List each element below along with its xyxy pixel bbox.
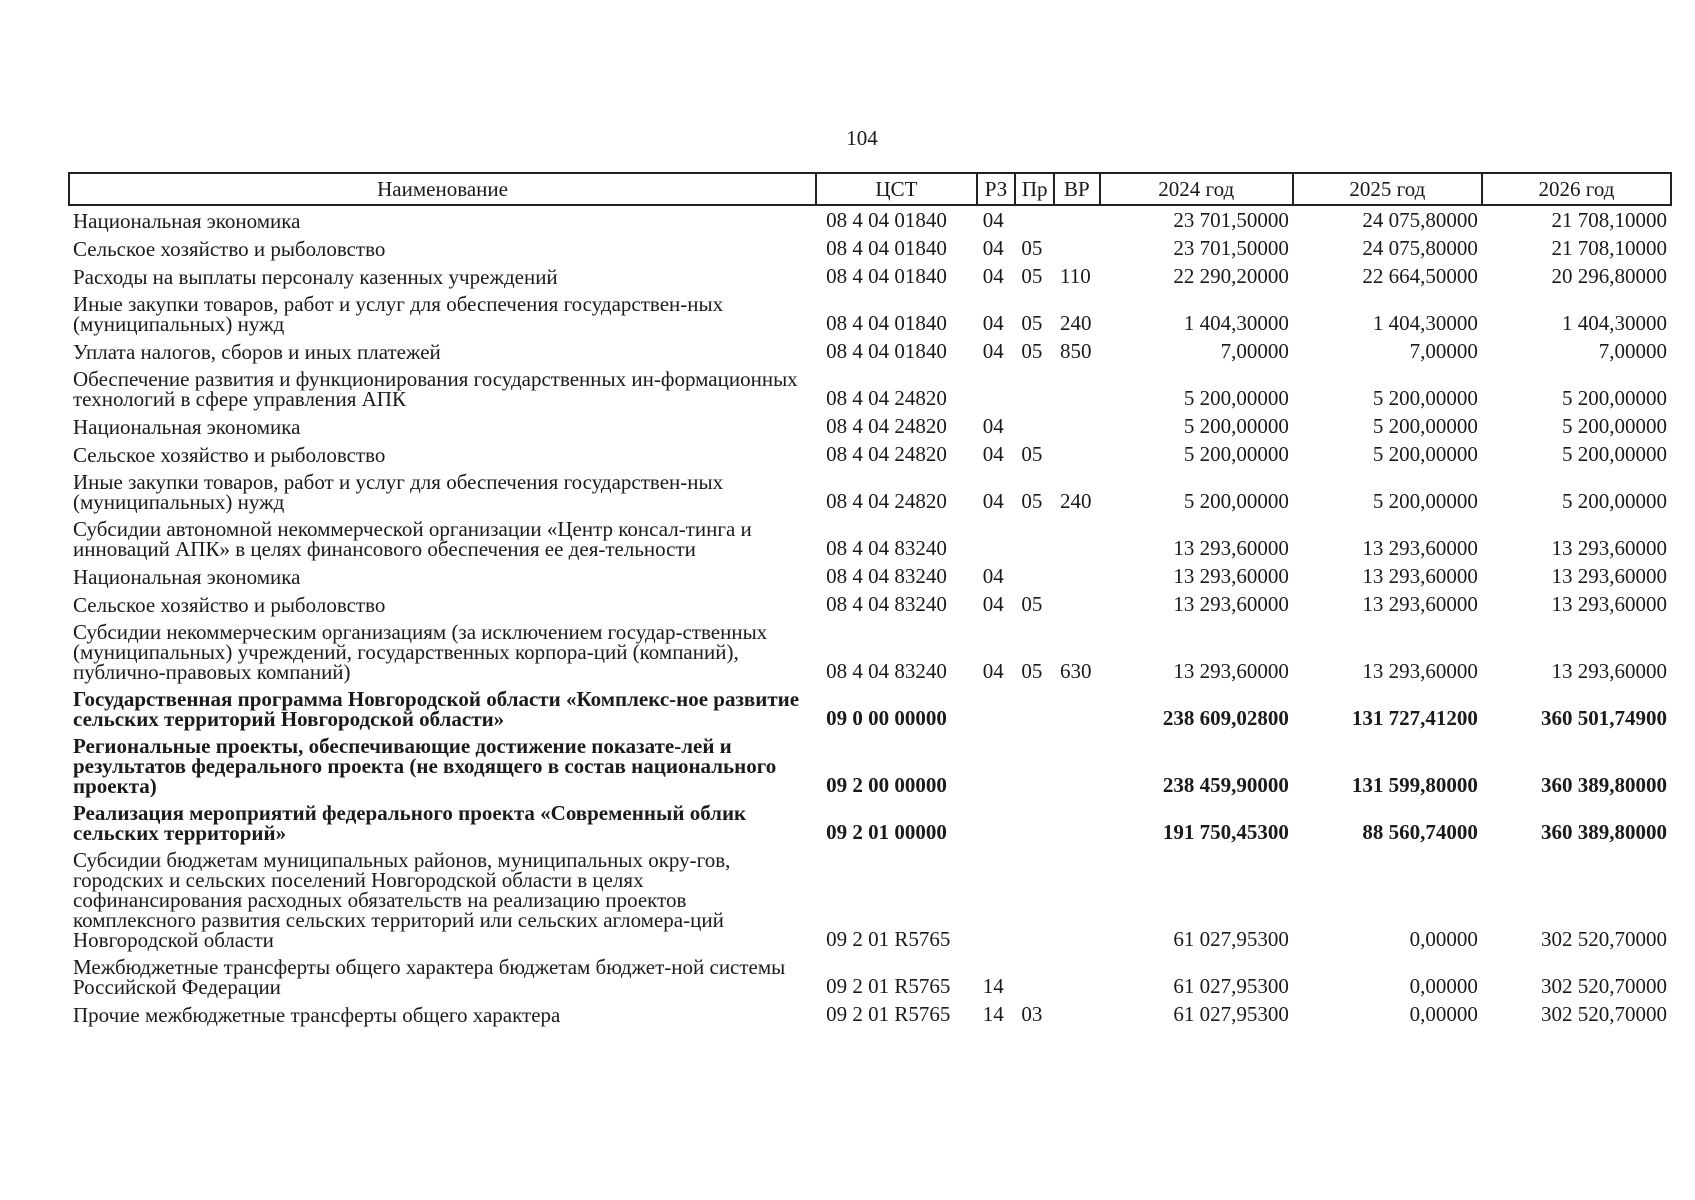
row-rz: 04	[982, 592, 1004, 616]
row-value-2026: 13 293,60000	[1551, 536, 1667, 560]
row-pr: 05	[1021, 592, 1043, 616]
row-value-2024: 191 750,45300	[1162, 820, 1289, 844]
row-name: Субсидии бюджетам муниципальных районов, муниципальных окру-гов, городских и сельских поселений Новгородской области в целях софинансирования расходных обязательств на реализацию проектов комплексного развития сельских территорий или сельских агломера-ций Новгородской области	[73, 848, 731, 952]
row-pr	[1015, 365, 1054, 412]
row-vr	[1054, 205, 1100, 234]
row-vr	[1054, 365, 1100, 412]
row-value-2024: 13 293,60000	[1173, 564, 1289, 588]
row-rz: 04	[982, 311, 1004, 335]
header-vr: ВР	[1054, 173, 1100, 205]
row-value-2025: 24 075,80000	[1362, 208, 1478, 232]
table-row	[69, 440, 1671, 468]
row-value-2025: 24 075,80000	[1362, 236, 1478, 260]
row-cst: 08 4 04 83240	[826, 564, 947, 588]
row-value-2025: 5 200,00000	[1372, 489, 1478, 513]
row-vr	[1054, 590, 1100, 618]
table-row	[69, 290, 1671, 337]
row-name: Сельское хозяйство и рыболовство	[73, 443, 386, 467]
row-rz	[977, 685, 1016, 732]
row-name: Региональные проекты, обеспечивающие достижение показате-лей и результатов федерального проекта (не входящего в состав национального проекта)	[73, 734, 777, 798]
row-value-2026: 360 389,80000	[1541, 820, 1667, 844]
row-cst: 09 0 00 00000	[826, 706, 947, 730]
row-pr	[1015, 685, 1054, 732]
row-value-2025: 13 293,60000	[1362, 592, 1478, 616]
row-rz: 04	[982, 339, 1004, 363]
row-value-2025: 131 599,80000	[1351, 773, 1478, 797]
row-value-2024: 5 200,00000	[1183, 442, 1289, 466]
row-value-2025: 13 293,60000	[1362, 536, 1478, 560]
row-rz: 04	[982, 442, 1004, 466]
row-name: Субсидии автономной некоммерческой организации «Центр консал-тинга и инноваций АПК» в целях финансового обеспечения ее дея-тельности	[73, 517, 752, 561]
row-rz: 04	[982, 489, 1004, 513]
row-cst: 08 4 04 83240	[826, 592, 947, 616]
row-cst: 08 4 04 01840	[826, 208, 947, 232]
header-cst: ЦСТ	[816, 173, 977, 205]
table-header-row	[69, 173, 1671, 205]
table-row	[69, 515, 1671, 562]
row-value-2025: 88 560,74000	[1362, 820, 1478, 844]
row-cst: 09 2 01 R5765	[826, 1002, 951, 1026]
row-value-2025: 1 404,30000	[1372, 311, 1478, 335]
header-rz: РЗ	[977, 173, 1016, 205]
table-row	[69, 562, 1671, 590]
row-cst: 08 4 04 24820	[826, 386, 947, 410]
row-value-2026: 5 200,00000	[1562, 442, 1667, 466]
row-cst: 08 4 04 83240	[826, 659, 947, 683]
row-cst: 09 2 01 00000	[826, 820, 947, 844]
row-name: Иные закупки товаров, работ и услуг для обеспечения государствен-ных (муниципальных) нужд	[73, 470, 724, 514]
row-value-2024: 23 701,50000	[1173, 236, 1289, 260]
row-value-2025: 5 200,00000	[1372, 442, 1478, 466]
row-name: Национальная экономика	[73, 209, 301, 233]
row-name: Национальная экономика	[73, 565, 301, 589]
row-vr	[1054, 1000, 1100, 1028]
row-value-2025: 5 200,00000	[1372, 414, 1478, 438]
row-pr	[1015, 205, 1054, 234]
row-vr: 850	[1059, 339, 1092, 363]
row-name: Национальная экономика	[73, 415, 301, 439]
table-body	[69, 205, 1671, 1028]
row-cst: 09 2 01 R5765	[826, 974, 951, 998]
row-pr	[1015, 799, 1054, 846]
row-rz: 14	[982, 974, 1004, 998]
row-value-2025: 0,00000	[1409, 974, 1478, 998]
row-cst: 09 2 00 00000	[826, 773, 947, 797]
row-pr	[1015, 562, 1054, 590]
table-row	[69, 1000, 1671, 1028]
row-cst: 08 4 04 01840	[826, 236, 947, 260]
row-value-2026: 13 293,60000	[1551, 659, 1667, 683]
row-name: Межбюджетные трансферты общего характера бюджетам бюджет-ной системы Российской Федерации	[73, 955, 786, 999]
row-name: Сельское хозяйство и рыболовство	[73, 237, 386, 261]
row-rz: 04	[982, 236, 1004, 260]
row-pr: 05	[1021, 442, 1043, 466]
row-value-2024: 1 404,30000	[1183, 311, 1289, 335]
row-vr: 110	[1059, 264, 1091, 288]
row-rz	[977, 365, 1016, 412]
row-pr	[1015, 732, 1054, 799]
row-value-2025: 13 293,60000	[1362, 564, 1478, 588]
row-cst: 08 4 04 83240	[826, 536, 947, 560]
table-row	[69, 799, 1671, 846]
row-cst: 08 4 04 24820	[826, 414, 947, 438]
row-vr	[1054, 234, 1100, 262]
row-pr: 05	[1021, 236, 1043, 260]
row-vr: 240	[1059, 489, 1092, 513]
table-row	[69, 337, 1671, 365]
row-value-2024: 238 459,90000	[1162, 773, 1289, 797]
table-row	[69, 234, 1671, 262]
row-name: Государственная программа Новгородской области «Комплекс-ное развитие сельских территорий Новгородской области»	[73, 687, 800, 731]
row-rz	[977, 732, 1016, 799]
row-value-2025: 13 293,60000	[1362, 659, 1478, 683]
table-row	[69, 846, 1671, 953]
row-pr: 05	[1021, 339, 1043, 363]
row-rz: 04	[982, 659, 1004, 683]
row-value-2026: 5 200,00000	[1562, 414, 1667, 438]
row-value-2025: 0,00000	[1409, 1002, 1478, 1026]
table-row	[69, 205, 1671, 234]
header-name: Наименование	[69, 173, 816, 205]
row-value-2026: 13 293,60000	[1551, 592, 1667, 616]
row-vr	[1054, 412, 1100, 440]
row-value-2026: 302 520,70000	[1541, 1002, 1667, 1026]
row-pr	[1015, 515, 1054, 562]
row-name: Реализация мероприятий федерального проекта «Современный облик сельских территорий»	[73, 801, 747, 845]
row-vr	[1054, 515, 1100, 562]
row-cst: 09 2 01 R5765	[826, 927, 951, 951]
row-value-2024: 61 027,95300	[1173, 974, 1289, 998]
row-value-2026: 5 200,00000	[1562, 489, 1667, 513]
row-value-2024: 61 027,95300	[1173, 927, 1289, 951]
row-value-2026: 302 520,70000	[1541, 974, 1667, 998]
row-value-2024: 238 609,02800	[1162, 706, 1289, 730]
table-row	[69, 685, 1671, 732]
row-pr: 05	[1021, 489, 1043, 513]
header-2024: 2024 год	[1100, 173, 1293, 205]
header-pr: Пр	[1015, 173, 1054, 205]
row-cst: 08 4 04 24820	[826, 489, 947, 513]
row-name: Уплата налогов, сборов и иных платежей	[73, 340, 441, 364]
table-row	[69, 953, 1671, 1000]
row-rz: 04	[982, 414, 1004, 438]
header-2025: 2025 год	[1293, 173, 1482, 205]
row-vr	[1054, 799, 1100, 846]
row-value-2026: 302 520,70000	[1541, 927, 1667, 951]
row-vr	[1054, 953, 1100, 1000]
row-pr: 05	[1021, 659, 1043, 683]
row-pr	[1015, 953, 1054, 1000]
row-rz: 04	[982, 564, 1004, 588]
row-vr	[1054, 732, 1100, 799]
row-rz: 04	[982, 208, 1004, 232]
row-value-2026: 20 296,80000	[1551, 264, 1667, 288]
row-value-2026: 21 708,10000	[1551, 236, 1667, 260]
table-row	[69, 365, 1671, 412]
table-row	[69, 262, 1671, 290]
row-pr: 05	[1021, 264, 1043, 288]
row-value-2025: 0,00000	[1409, 927, 1478, 951]
row-cst: 08 4 04 01840	[826, 339, 947, 363]
row-value-2025: 22 664,50000	[1362, 264, 1478, 288]
row-name: Субсидии некоммерческим организациям (за исключением государ-ственных (муниципальных) учреждений, государственных корпора-ций (компаний), публично-правовых компаний)	[73, 620, 768, 684]
row-pr: 05	[1021, 311, 1043, 335]
row-rz: 04	[982, 264, 1004, 288]
row-value-2026: 13 293,60000	[1551, 564, 1667, 588]
row-value-2024: 13 293,60000	[1173, 592, 1289, 616]
row-value-2024: 7,00000	[1220, 339, 1289, 363]
row-pr	[1015, 412, 1054, 440]
row-name: Сельское хозяйство и рыболовство	[73, 593, 386, 617]
row-vr	[1054, 846, 1100, 953]
row-value-2024: 13 293,60000	[1173, 659, 1289, 683]
row-name: Расходы на выплаты персоналу казенных учреждений	[73, 265, 558, 289]
row-value-2025: 7,00000	[1409, 339, 1478, 363]
row-value-2026: 21 708,10000	[1551, 208, 1667, 232]
row-name: Иные закупки товаров, работ и услуг для обеспечения государствен-ных (муниципальных) нужд	[73, 292, 724, 336]
row-vr	[1054, 440, 1100, 468]
table-row	[69, 618, 1671, 685]
row-value-2024: 5 200,00000	[1183, 489, 1289, 513]
row-value-2024: 5 200,00000	[1183, 414, 1289, 438]
row-value-2024: 13 293,60000	[1173, 536, 1289, 560]
row-pr	[1015, 846, 1054, 953]
row-vr	[1054, 685, 1100, 732]
row-value-2026: 1 404,30000	[1562, 311, 1667, 335]
row-value-2024: 61 027,95300	[1173, 1002, 1289, 1026]
row-value-2024: 23 701,50000	[1173, 208, 1289, 232]
row-rz	[977, 799, 1016, 846]
row-rz	[977, 515, 1016, 562]
row-value-2025: 5 200,00000	[1372, 386, 1478, 410]
table-row	[69, 412, 1671, 440]
row-value-2026: 5 200,00000	[1562, 386, 1667, 410]
row-rz	[977, 846, 1016, 953]
budget-table	[68, 172, 1672, 1028]
row-vr: 240	[1059, 311, 1092, 335]
row-rz: 14	[982, 1002, 1004, 1026]
row-cst: 08 4 04 24820	[826, 442, 947, 466]
table-row	[69, 468, 1671, 515]
row-cst: 08 4 04 01840	[826, 311, 947, 335]
row-cst: 08 4 04 01840	[826, 264, 947, 288]
page-number: 104	[846, 126, 878, 150]
row-value-2025: 131 727,41200	[1351, 706, 1478, 730]
row-name: Прочие межбюджетные трансферты общего характера	[73, 1003, 561, 1027]
row-value-2026: 360 389,80000	[1541, 773, 1667, 797]
row-value-2026: 7,00000	[1598, 339, 1667, 363]
row-vr: 630	[1059, 659, 1092, 683]
row-pr: 03	[1021, 1002, 1043, 1026]
row-value-2024: 5 200,00000	[1183, 386, 1289, 410]
table-row	[69, 732, 1671, 799]
header-2026: 2026 год	[1482, 173, 1671, 205]
row-value-2026: 360 501,74900	[1541, 706, 1667, 730]
row-name: Обеспечение развития и функционирования государственных ин-формационных технологий в сфере управления АПК	[73, 367, 798, 411]
table-row	[69, 590, 1671, 618]
row-value-2024: 22 290,20000	[1173, 264, 1289, 288]
row-vr	[1054, 562, 1100, 590]
